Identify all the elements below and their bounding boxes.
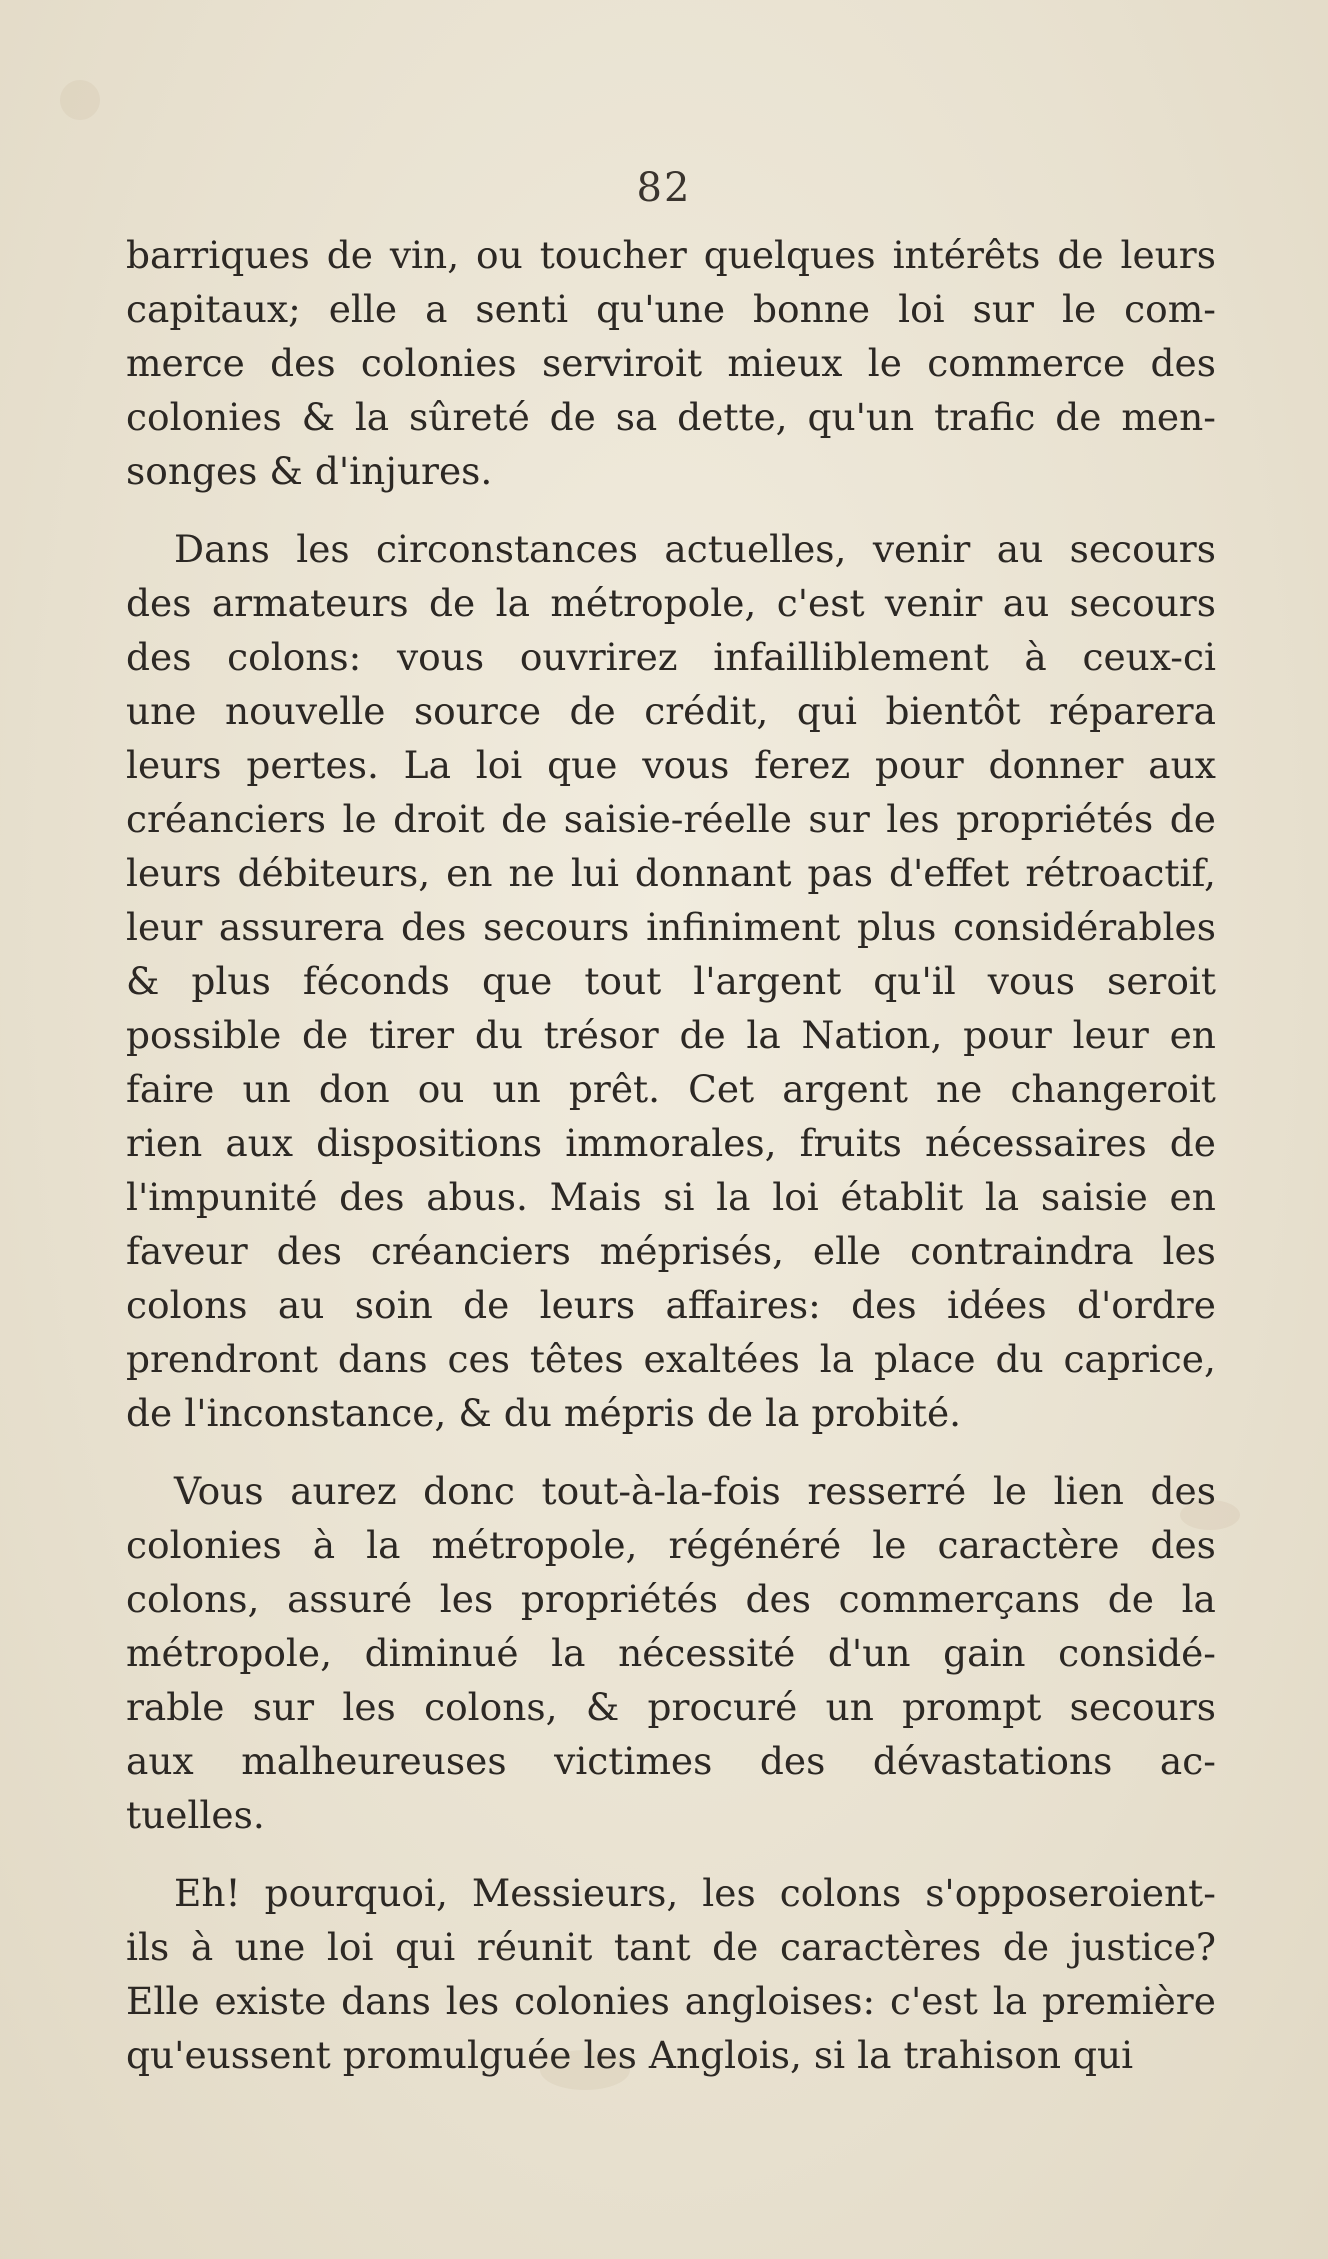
text-line: barriques de vin, ou toucher quelques intérêts de leurs: [126, 233, 1216, 277]
text-line: prendront dans ces têtes exaltées la place du caprice,: [126, 1337, 1216, 1381]
text-line: Elle existe dans les colonies angloises: c'est la première: [126, 1979, 1216, 2023]
text-line: rien aux dispositions immorales, fruits nécessaires de: [126, 1121, 1216, 1165]
paragraph: [126, 522, 1216, 1440]
text-line: créanciers le droit de saisie-réelle sur les propriétés de: [126, 797, 1216, 841]
paragraph-gap: [126, 498, 1216, 522]
text-line: une nouvelle source de crédit, qui bientôt réparera: [126, 689, 1216, 733]
paragraph-gap: [126, 1842, 1216, 1866]
text-line: faire un don ou un prêt. Cet argent ne changeroit: [126, 1067, 1216, 1111]
text-line: Vous aurez donc tout-à-la-fois resserré le lien des: [174, 1469, 1216, 1513]
text-line: ils à une loi qui réunit tant de caractères de justice?: [126, 1925, 1216, 1969]
text-line: songes & d'injures.: [126, 449, 493, 493]
text-line: leurs pertes. La loi que vous ferez pour donner aux: [126, 743, 1216, 787]
text-line: Dans les circonstances actuelles, venir au secours: [174, 527, 1216, 571]
text-line: des armateurs de la métropole, c'est venir au secours: [126, 581, 1216, 625]
text-line: merce des colonies serviroit mieux le commerce des: [126, 341, 1216, 385]
paper-stain: [60, 80, 100, 120]
text-line: leur assurera des secours infiniment plus considérables: [126, 905, 1216, 949]
text-line: faveur des créanciers méprisés, elle contraindra les: [126, 1229, 1216, 1273]
text-line: colonies & la sûreté de sa dette, qu'un trafic de men-: [126, 395, 1216, 439]
text-line: Eh! pourquoi, Messieurs, les colons s'opposeroient-: [174, 1871, 1216, 1915]
text-line: possible de tirer du trésor de la Nation, pour leur en: [126, 1013, 1216, 1057]
text-line: aux malheureuses victimes des dévastations ac-: [126, 1739, 1216, 1783]
text-line: des colons: vous ouvrirez infailliblement à ceux-ci: [126, 635, 1216, 679]
text-line: capitaux; elle a senti qu'une bonne loi sur le com-: [126, 287, 1216, 331]
text-line: qu'eussent promulguée les Anglois, si la trahison qui: [126, 2033, 1134, 2077]
text-line: de l'inconstance, & du mépris de la probité.: [126, 1391, 962, 1435]
paragraph: [126, 228, 1216, 498]
page-number: 82: [636, 165, 692, 211]
text-line: l'impunité des abus. Mais si la loi établit la saisie en: [126, 1175, 1216, 1219]
text-line: colons, assuré les propriétés des commerçans de la: [126, 1577, 1216, 1621]
text-line: rable sur les colons, & procuré un prompt secours: [126, 1685, 1216, 1729]
text-line: colons au soin de leurs affaires: des idées d'ordre: [126, 1283, 1216, 1327]
paragraph: [126, 1464, 1216, 1842]
text-line: tuelles.: [126, 1793, 265, 1837]
paragraph: [126, 1866, 1216, 2082]
body-text: [126, 228, 1216, 2082]
paragraph-gap: [126, 1440, 1216, 1464]
text-line: métropole, diminué la nécessité d'un gain considé-: [126, 1631, 1216, 1675]
text-line: colonies à la métropole, régénéré le caractère des: [126, 1523, 1216, 1567]
text-line: & plus féconds que tout l'argent qu'il vous seroit: [126, 959, 1216, 1003]
text-line: leurs débiteurs, en ne lui donnant pas d'effet rétroactif,: [126, 851, 1216, 895]
